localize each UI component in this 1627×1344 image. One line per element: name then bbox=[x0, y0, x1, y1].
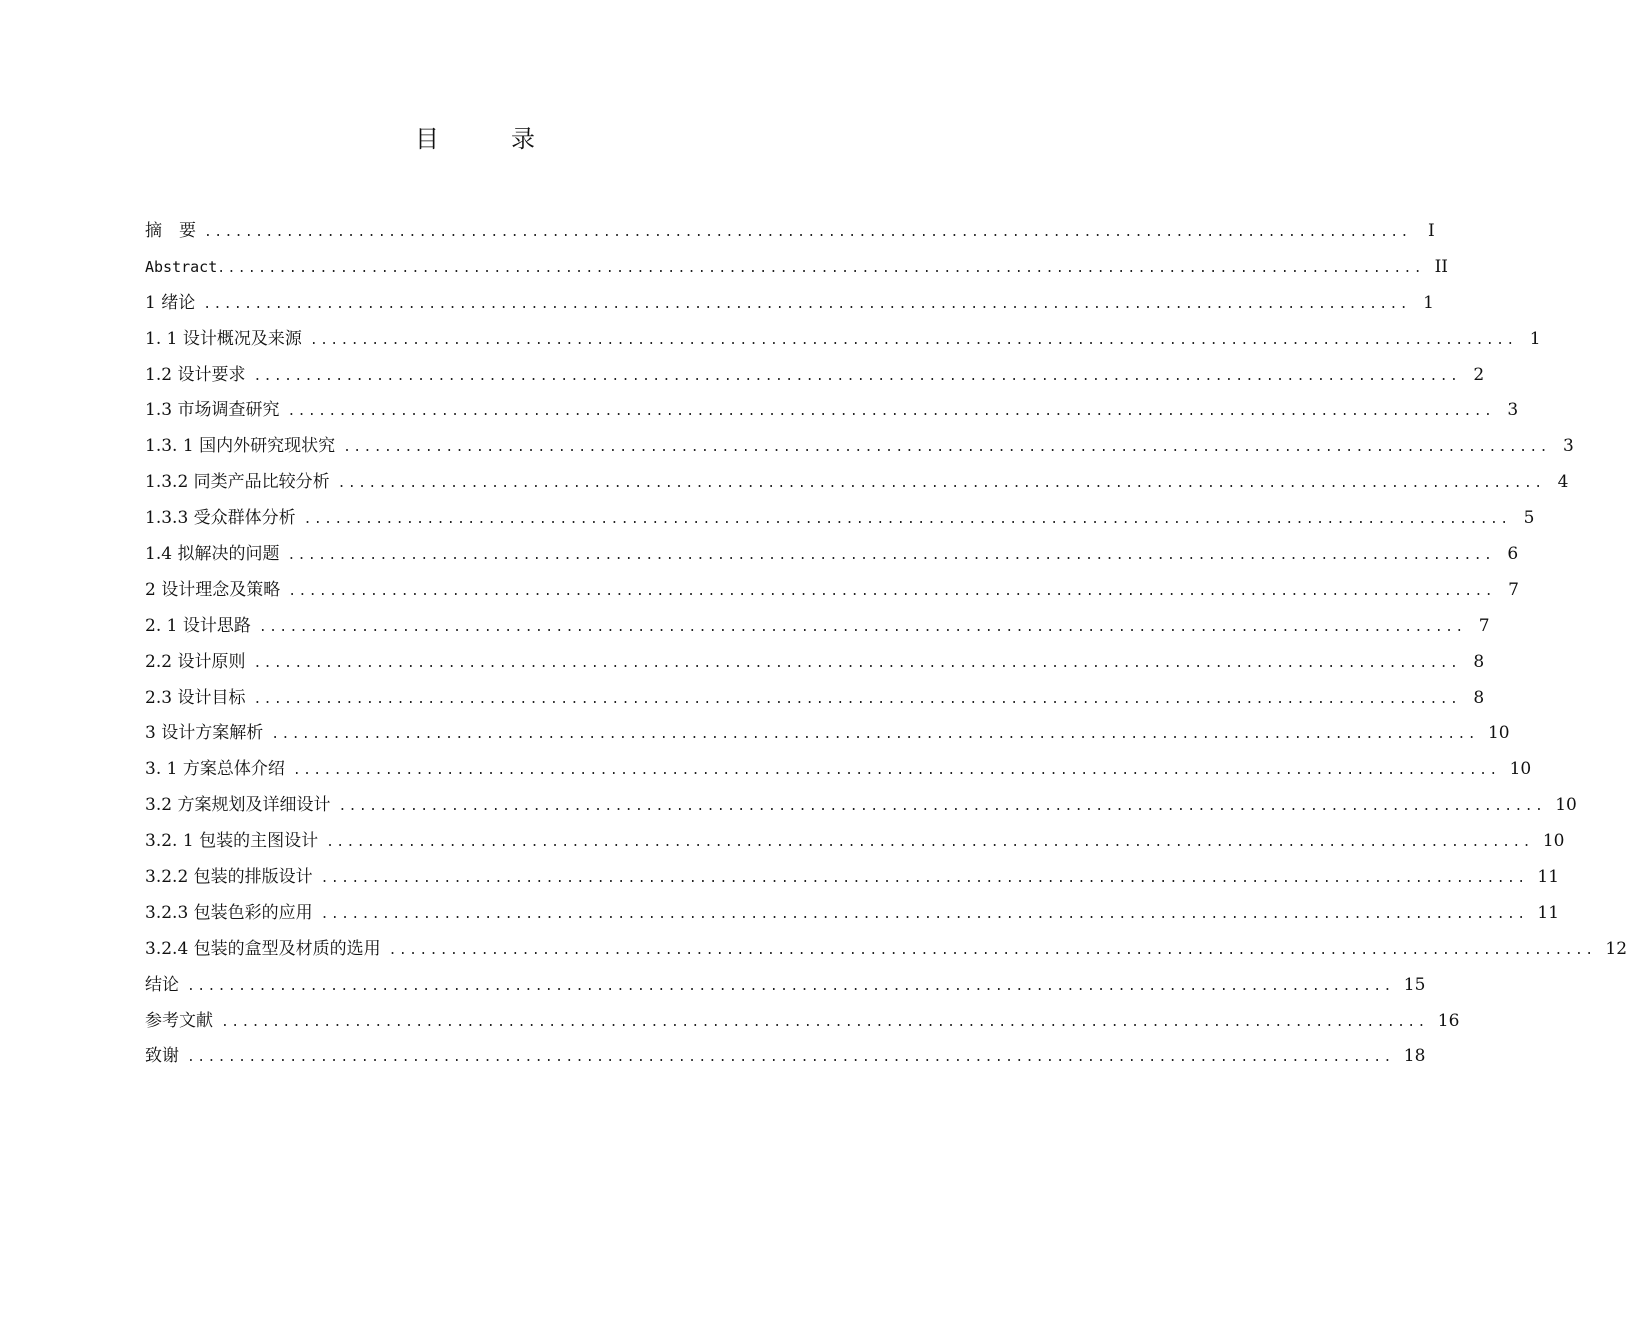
dot-leader: ...................................................................................................................... bbox=[187, 978, 1394, 994]
toc-entry-page: 1 bbox=[1529, 328, 1541, 349]
dot-leader: ...................................................................................................................... bbox=[338, 799, 1546, 815]
dot-leader: ...................................................................................................................... bbox=[303, 512, 1511, 528]
toc-entry-page: 11 bbox=[1537, 902, 1560, 923]
toc-entry-label: 3.2.3 包装色彩的应用 bbox=[145, 902, 313, 923]
toc-entry-label: 2. 1 设计思路 bbox=[145, 615, 251, 636]
toc-entry-page: 8 bbox=[1473, 651, 1485, 672]
toc-entry bbox=[145, 788, 1577, 824]
toc-entry-label: 1.3.3 受众群体分析 bbox=[145, 508, 296, 529]
toc-entry bbox=[145, 932, 1627, 968]
toc-entry-label: 2.2 设计原则 bbox=[145, 651, 246, 672]
toc-entry-page: I bbox=[1428, 221, 1435, 241]
toc-entry-label: 3.2.4 包装的盒型及材质的选用 bbox=[145, 938, 381, 959]
toc-entry-label: 1.3 市场调查研究 bbox=[145, 400, 280, 421]
toc-entry-label: 3.2. 1 包装的主图设计 bbox=[145, 831, 319, 852]
dot-leader: ...................................................................................................................... bbox=[258, 619, 1466, 635]
toc-entry-page: 5 bbox=[1523, 508, 1535, 529]
toc-entry bbox=[145, 358, 1485, 394]
dot-leader: ...................................................................................................................... bbox=[337, 476, 1545, 492]
toc-entry bbox=[145, 501, 1535, 537]
toc-entry-page: 4 bbox=[1557, 472, 1569, 493]
toc-entry bbox=[145, 1004, 1460, 1040]
dot-leader: ...................................................................................................................... bbox=[221, 1014, 1428, 1030]
toc-entry-page: 7 bbox=[1478, 615, 1490, 636]
dot-leader: ...................................................................................................................... bbox=[287, 404, 1495, 420]
toc-entry bbox=[145, 250, 1448, 286]
dot-leader: ...................................................................................................................... bbox=[288, 583, 1495, 599]
toc-entry-page: 18 bbox=[1403, 1046, 1426, 1067]
toc-entry-label: 3.2 方案规划及详细设计 bbox=[145, 795, 331, 816]
toc-entry bbox=[145, 1039, 1426, 1075]
toc-entry-label: 致谢 bbox=[145, 1046, 179, 1067]
toc-entry-page: 15 bbox=[1403, 974, 1426, 995]
toc-entry-page: 10 bbox=[1542, 831, 1565, 852]
toc-entry bbox=[145, 214, 1435, 250]
toc-entry bbox=[145, 537, 1519, 573]
toc-entry bbox=[145, 860, 1560, 896]
toc-entry-label: 3.2.2 包装的排版设计 bbox=[145, 867, 313, 888]
toc-entry-page: 10 bbox=[1487, 723, 1510, 744]
toc-entry-page: 11 bbox=[1537, 867, 1560, 888]
dot-leader: ...................................................................................................................... bbox=[271, 727, 1478, 743]
toc-entry-label: Abstract bbox=[145, 257, 218, 276]
toc-entry bbox=[145, 716, 1510, 752]
dot-leader: ...................................................................................................................... bbox=[203, 296, 1410, 312]
dot-leader: ...................................................................................................................... bbox=[187, 1050, 1394, 1066]
dot-leader: ...................................................................................................................... bbox=[253, 655, 1461, 671]
toc-entry bbox=[145, 465, 1569, 501]
toc-entry-label: 1 绪论 bbox=[145, 292, 196, 313]
dot-leader: ...................................................................................................................... bbox=[253, 368, 1461, 384]
toc-entry bbox=[145, 429, 1574, 465]
dot-leader: ...................................................................................................................... bbox=[388, 942, 1596, 958]
toc-entry-label: 1.2 设计要求 bbox=[145, 364, 246, 385]
toc-entry-label: 2.3 设计目标 bbox=[145, 687, 246, 708]
toc-entry-page: 10 bbox=[1509, 759, 1532, 780]
toc-entry-label: 1.3. 1 国内外研究现状究 bbox=[145, 436, 336, 457]
toc-entry bbox=[145, 824, 1565, 860]
toc-list bbox=[145, 214, 1627, 1075]
toc-entry bbox=[145, 286, 1434, 322]
toc-entry bbox=[145, 609, 1490, 645]
toc-entry-page: 1 bbox=[1423, 292, 1434, 313]
dot-leader: ...................................................................................................................... bbox=[343, 440, 1550, 456]
toc-entry bbox=[145, 968, 1426, 1004]
dot-leader: ...................................................................................................................... bbox=[204, 225, 1411, 240]
toc-entry-page: 7 bbox=[1508, 579, 1519, 600]
toc-entry bbox=[145, 322, 1541, 358]
dot-leader: ...................................................................................................................... bbox=[309, 332, 1517, 348]
dot-leader: ...................................................................................................................... bbox=[320, 871, 1528, 887]
toc-entry-label: 参考文献 bbox=[145, 1010, 213, 1031]
toc-entry-label: 1. 1 设计概况及来源 bbox=[145, 328, 302, 349]
toc-entry-label: 2 设计理念及策略 bbox=[145, 579, 281, 600]
toc-entry-page: 3 bbox=[1563, 436, 1574, 457]
dot-leader: ...................................................................................................................... bbox=[217, 260, 1424, 276]
toc-entry-label: 1.4 拟解决的问题 bbox=[145, 544, 280, 565]
toc-entry-page: 6 bbox=[1507, 544, 1519, 565]
toc-entry bbox=[145, 393, 1519, 429]
toc-entry-page: 10 bbox=[1555, 795, 1577, 816]
toc-entry-label: 1.3.2 同类产品比较分析 bbox=[145, 472, 330, 493]
toc-entry-page: 3 bbox=[1507, 400, 1519, 421]
toc-entry-page: II bbox=[1434, 256, 1448, 277]
toc-entry-label: 3 设计方案解析 bbox=[145, 723, 264, 744]
toc-entry-label: 结论 bbox=[145, 974, 179, 995]
toc-entry bbox=[145, 681, 1485, 717]
dot-leader: ...................................................................................................................... bbox=[292, 763, 1500, 779]
toc-entry-label: 3. 1 方案总体介绍 bbox=[145, 759, 285, 780]
toc-entry-label: 摘 要 bbox=[145, 221, 196, 241]
toc-entry-page: 8 bbox=[1473, 687, 1485, 708]
toc-entry bbox=[145, 752, 1532, 788]
dot-leader: ...................................................................................................................... bbox=[287, 548, 1495, 564]
toc-entry-page: 12 bbox=[1605, 938, 1627, 959]
toc-entry bbox=[145, 896, 1560, 932]
toc-entry bbox=[145, 645, 1485, 681]
dot-leader: ...................................................................................................................... bbox=[326, 835, 1533, 851]
toc-entry-page: 2 bbox=[1473, 364, 1485, 385]
toc-entry-page: 16 bbox=[1437, 1010, 1460, 1031]
toc-entry bbox=[145, 573, 1519, 609]
dot-leader: ...................................................................................................................... bbox=[253, 691, 1461, 707]
dot-leader: ...................................................................................................................... bbox=[320, 906, 1528, 922]
toc-title: 目 录 bbox=[415, 125, 559, 153]
